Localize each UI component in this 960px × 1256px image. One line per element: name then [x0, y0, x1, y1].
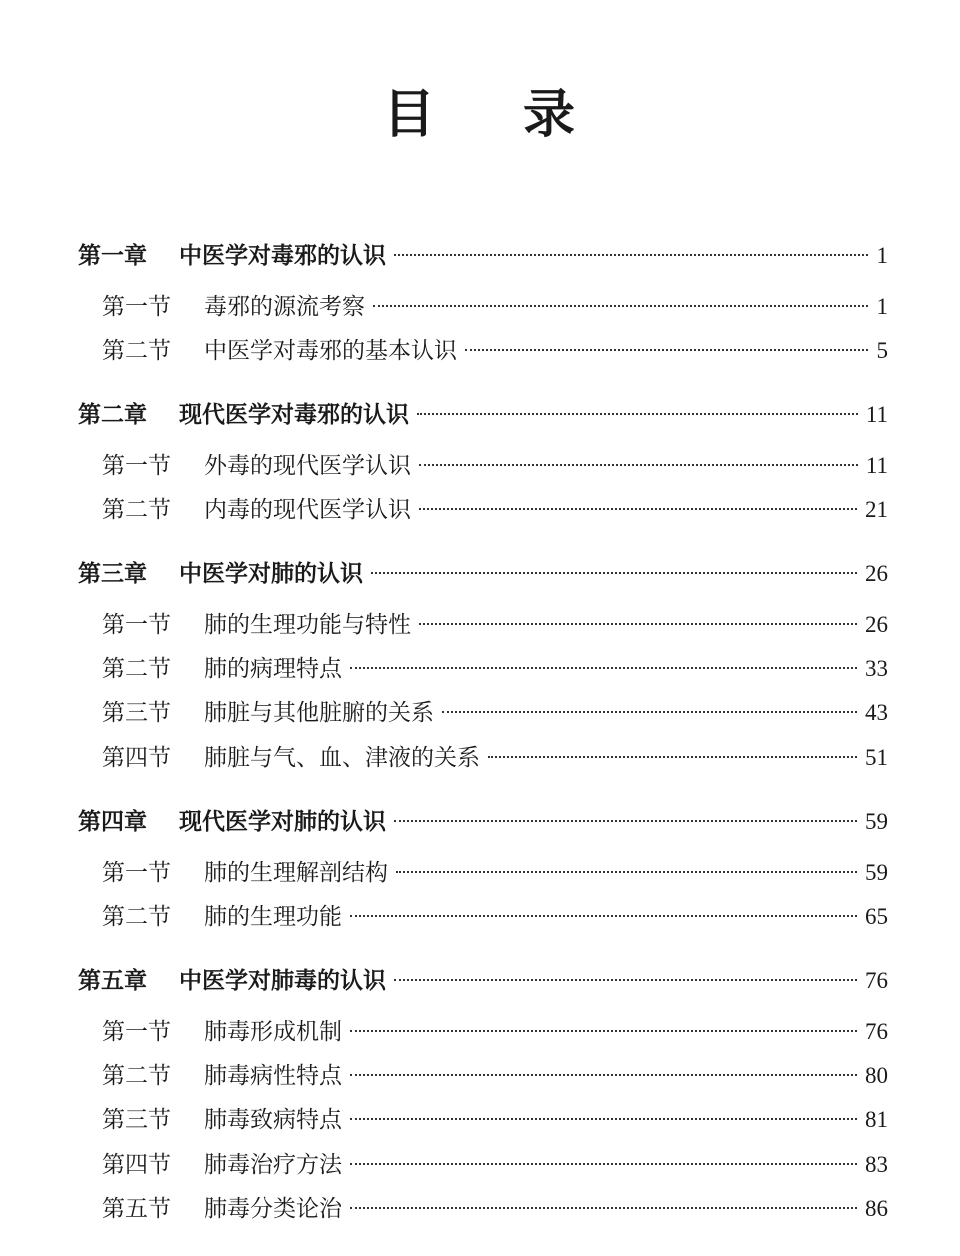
page-number: 1 [876, 243, 888, 268]
section-number: 第二节 [102, 497, 171, 523]
toc-chapter-1[interactable] [78, 234, 888, 278]
page-number: 80 [865, 1063, 888, 1088]
page-title-char-1: 目 [382, 84, 437, 145]
page-number: 59 [865, 809, 888, 834]
section-title: 肺的生理功能与特性 [204, 612, 411, 638]
section-number: 第一节 [102, 1019, 171, 1045]
chapter-title: 现代医学对毒邪的认识 [179, 402, 409, 428]
dot-leader [442, 711, 857, 713]
section-title: 肺毒形成机制 [204, 1019, 342, 1045]
section-number: 第五节 [102, 1196, 171, 1222]
dot-leader [394, 979, 857, 981]
section-title: 中医学对毒邪的基本认识 [204, 338, 457, 364]
section-number: 第二节 [102, 338, 171, 364]
chapter-number: 第二章 [78, 402, 147, 428]
toc-section-3-1[interactable] [102, 603, 888, 647]
section-number: 第四节 [102, 745, 171, 771]
section-number: 第一节 [102, 612, 171, 638]
chapter-title: 中医学对肺毒的认识 [179, 968, 386, 994]
dot-leader [350, 1118, 857, 1120]
toc-section-5-3[interactable] [102, 1098, 888, 1142]
section-number: 第二节 [102, 904, 171, 930]
page-number: 33 [865, 656, 888, 681]
dot-leader [419, 508, 857, 510]
page-number: 5 [876, 338, 888, 363]
dot-leader [417, 413, 858, 415]
section-number: 第四节 [102, 1152, 171, 1178]
page-number: 21 [865, 497, 888, 522]
section-number: 第一节 [102, 294, 171, 320]
toc-section-4-1[interactable] [102, 851, 888, 895]
page-number: 26 [865, 561, 888, 586]
section-title: 肺的病理特点 [204, 656, 342, 682]
toc-section-1-2[interactable] [102, 329, 888, 373]
section-title: 肺毒治疗方法 [204, 1152, 342, 1178]
toc-section-5-1[interactable] [102, 1010, 888, 1054]
section-title: 肺的生理功能 [204, 904, 342, 930]
section-title: 肺的生理解剖结构 [204, 860, 388, 886]
dot-leader [350, 1074, 857, 1076]
dot-leader [394, 254, 868, 256]
page-number: 43 [865, 700, 888, 725]
toc-section-3-3[interactable] [102, 691, 888, 735]
toc-section-1-1[interactable] [102, 285, 888, 329]
section-number: 第一节 [102, 860, 171, 886]
dot-leader [350, 1030, 857, 1032]
section-title: 外毒的现代医学认识 [204, 453, 411, 479]
page-number: 26 [865, 612, 888, 637]
page-number: 11 [865, 402, 888, 427]
toc-section-2-1[interactable] [102, 444, 888, 488]
page-number: 83 [865, 1152, 888, 1177]
section-number: 第三节 [102, 1107, 171, 1133]
page-number: 86 [865, 1196, 888, 1221]
toc-section-5-5[interactable] [102, 1187, 888, 1231]
section-number: 第一节 [102, 453, 171, 479]
page-number: 76 [865, 1019, 888, 1044]
chapter-number: 第五章 [78, 968, 147, 994]
page-number: 59 [865, 860, 888, 885]
toc-section-2-2[interactable] [102, 488, 888, 532]
toc-section-3-2[interactable] [102, 647, 888, 691]
chapter-number: 第四章 [78, 809, 147, 835]
page-number: 81 [865, 1107, 888, 1132]
dot-leader [465, 349, 868, 351]
dot-leader [396, 871, 857, 873]
chapter-title: 中医学对毒邪的认识 [179, 243, 386, 269]
section-title: 肺毒致病特点 [204, 1107, 342, 1133]
section-number: 第三节 [102, 700, 171, 726]
page-number: 51 [865, 745, 888, 770]
toc-section-5-2[interactable] [102, 1054, 888, 1098]
section-number: 第二节 [102, 1063, 171, 1089]
section-title: 肺毒病性特点 [204, 1063, 342, 1089]
chapter-number: 第一章 [78, 243, 147, 269]
toc-section-5-4[interactable] [102, 1143, 888, 1187]
dot-leader [419, 623, 857, 625]
toc-section-4-2[interactable] [102, 895, 888, 939]
toc-chapter-2[interactable] [78, 393, 888, 437]
page-number: 11 [865, 453, 888, 478]
page-title [0, 75, 960, 155]
dot-leader [350, 915, 857, 917]
section-title: 肺脏与气、血、津液的关系 [204, 745, 480, 771]
section-title: 肺毒分类论治 [204, 1196, 342, 1222]
chapter-title: 中医学对肺的认识 [179, 561, 363, 587]
page-number: 1 [876, 294, 888, 319]
dot-leader [488, 756, 857, 758]
page-number: 76 [865, 968, 888, 993]
section-title: 毒邪的源流考察 [204, 294, 365, 320]
page-number: 65 [865, 904, 888, 929]
section-number: 第二节 [102, 656, 171, 682]
dot-leader [371, 572, 857, 574]
section-title: 肺脏与其他脏腑的关系 [204, 700, 434, 726]
dot-leader [350, 1163, 857, 1165]
chapter-title: 现代医学对肺的认识 [179, 809, 386, 835]
section-title: 内毒的现代医学认识 [204, 497, 411, 523]
toc-chapter-5[interactable] [78, 959, 888, 1003]
toc-section-3-4[interactable] [102, 736, 888, 780]
dot-leader [373, 305, 868, 307]
toc-chapter-3[interactable] [78, 552, 888, 596]
dot-leader [394, 820, 857, 822]
page-title-char-2: 录 [523, 84, 578, 145]
dot-leader [419, 464, 858, 466]
dot-leader [350, 667, 857, 669]
toc-chapter-4[interactable] [78, 800, 888, 844]
chapter-number: 第三章 [78, 561, 147, 587]
dot-leader [350, 1207, 857, 1209]
